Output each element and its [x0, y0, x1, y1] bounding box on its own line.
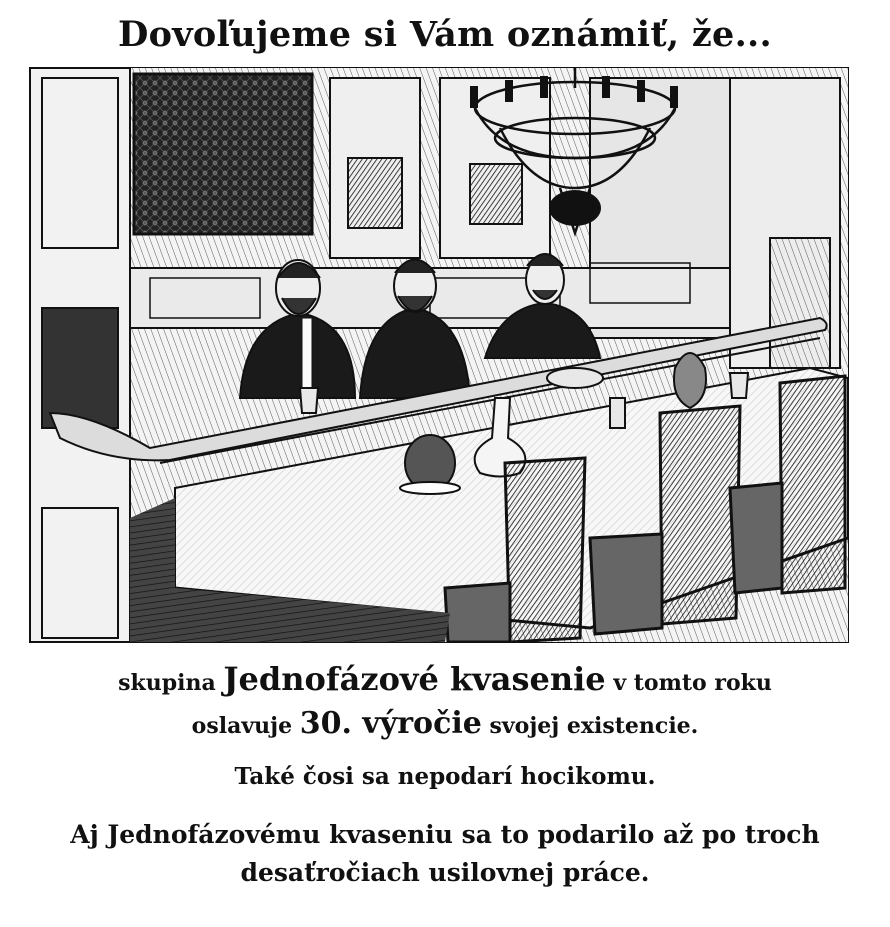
- group-name: Jednofázové kvasenie: [223, 660, 606, 698]
- line1-prefix: skupina: [118, 670, 224, 696]
- announcement-line-5: desaťročiach usilovnej práce.: [240, 858, 650, 887]
- line1-suffix: v tomto roku: [605, 670, 772, 696]
- anniversary-text: 30. výročie: [299, 706, 482, 741]
- announcement-line-3: Také čosi sa nepodarí hocikomu.: [234, 763, 656, 790]
- engraving-illustration: [29, 67, 849, 643]
- announcement-line-2: [0, 706, 890, 741]
- line2-prefix: oslavuje: [191, 713, 300, 739]
- engraving-dining-room-icon: [30, 68, 848, 642]
- announcement-line-1: [0, 660, 890, 698]
- announcement-line-4: Aj Jednofázovému kvaseniu sa to podarilo až po troch: [70, 820, 820, 849]
- line2-suffix: svojej existencie.: [481, 713, 699, 739]
- headline: Dovoľujeme si Vám oznámiť, že...: [117, 14, 773, 55]
